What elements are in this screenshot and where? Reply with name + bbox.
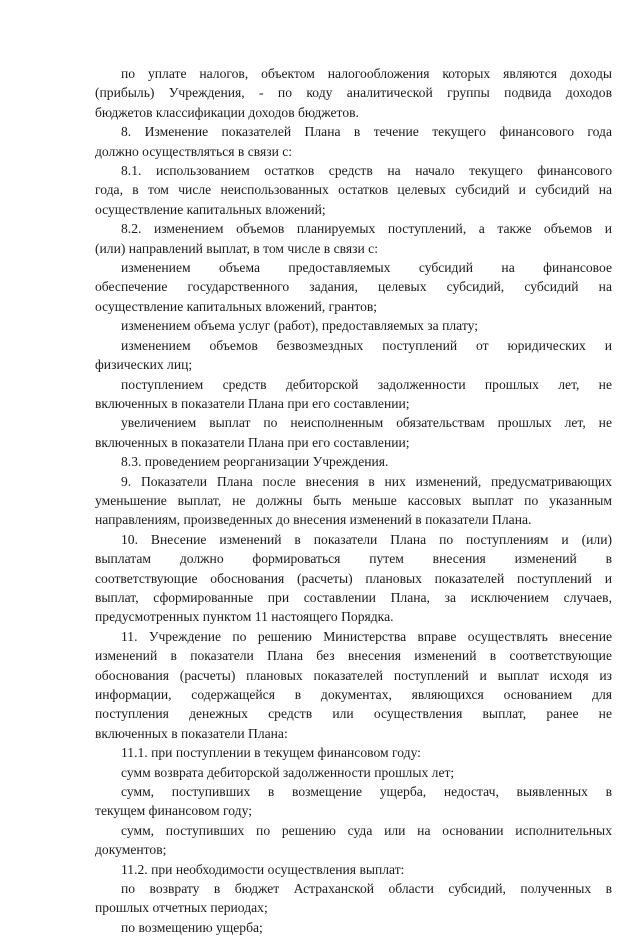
text-line: увеличением выплат по неисполненным обязательствам прошлых лет, не [121,415,612,431]
text-line: по уплате налогов, объектом налогообложения которых являются доходы [121,66,612,81]
text-line: сумм, поступивших в возмещение ущерба, недостач, выявленных в [121,784,612,800]
text-line: прошлых отчетных периодах; [95,900,268,916]
text-line: документов; [95,842,167,858]
text-line: поступления денежных средств или осуществления выплат, ранее не [95,706,612,722]
text-line: уменьшение выплат, не должны быть меньше кассовых выплат по указанным [95,492,612,508]
text-line: должно осуществляться в связи с: [95,143,293,159]
text-line: изменением объема услуг (работ), предоставляемых за плату; [121,318,478,334]
text-line: направлениям, произведенных до внесения изменений в показатели Плана. [95,512,532,528]
text-line: года, в том числе неиспользованных остатков целевых субсидий и субсидий на [95,182,612,198]
text-line: 8. Изменение показателей Плана в течение текущего финансового года [121,124,612,140]
text-line: (прибыль) Учреждения, - по коду аналитической группы подвида доходов [95,85,612,101]
text-line: текущем финансовом году; [95,803,252,819]
text-line: 11.2. при необходимости осуществления выплат: [121,861,405,877]
text-line: включенных в показатели Плана при его составлении; [95,434,410,450]
text-line: сумм, поступивших по решению суда или на основании исполнительных [121,822,612,838]
text-line: 8.3. проведением реорганизации Учреждения. [121,454,389,470]
text-line: сумм возврата дебиторской задолженности прошлых лет; [121,764,455,780]
text-line: 11.1. при поступлении в текущем финансовом году: [121,745,421,761]
text-line: обоснования (расчеты) плановых показателей поступлений и выплат исходя из [95,667,612,683]
text-line: 11. Учреждение по решению Министерства вправе осуществлять внесение [121,628,612,644]
text-line: обеспечение государственного задания, целевых субсидий, субсидий на [95,279,612,295]
text-line: выплатам должно формироваться путем внесения изменений в [95,551,612,567]
text-line: осуществление капитальных вложений; [95,201,326,217]
text-line: физических лиц; [95,357,193,373]
text-line: по возврату в бюджет Астраханской области субсидий, полученных в [121,881,612,897]
text-line: включенных в показатели Плана при его составлении; [95,395,410,411]
text-line: 8.2. изменением объемов планируемых поступлений, а также объемов и [121,221,612,237]
text-line: 10. Внесение изменений в показатели Плана по поступлениям и (или) [121,531,612,547]
text-line: выплат, сформированные при составлении Плана, за исключением случаев, [95,589,612,605]
text-line: (или) направлений выплат, в том числе в связи с: [95,240,378,256]
text-line: 9. Показатели Плана после внесения в них изменений, предусматривающих [121,473,612,489]
text-line: изменением объемов безвозмездных поступлений от юридических и [121,337,612,353]
text-line: 8.1. использованием остатков средств на начало текущего финансового [121,163,612,179]
text-line: предусмотренных пунктом 11 настоящего Порядка. [95,609,394,625]
text-line: включенных в показатели Плана: [95,725,288,741]
text-line: бюджетов классификации доходов бюджетов. [95,104,359,120]
text-line: по возмещению ущерба; [121,919,263,935]
text-line: информации, содержащейся в документах, являющихся основанием для [95,687,612,702]
text-line: соответствующие обоснования (расчеты) плановых показателей поступлений и [95,570,612,586]
document-body [95,64,612,937]
text-line: изменением объема предоставляемых субсидий на финансовое [121,260,612,276]
text-line: осуществление капитальных вложений, грантов; [95,298,378,314]
text-line: изменений в показатели Плана без внесения изменений в соответствующие [95,648,612,664]
text-line: поступлением средств дебиторской задолженности прошлых лет, не [121,376,612,392]
